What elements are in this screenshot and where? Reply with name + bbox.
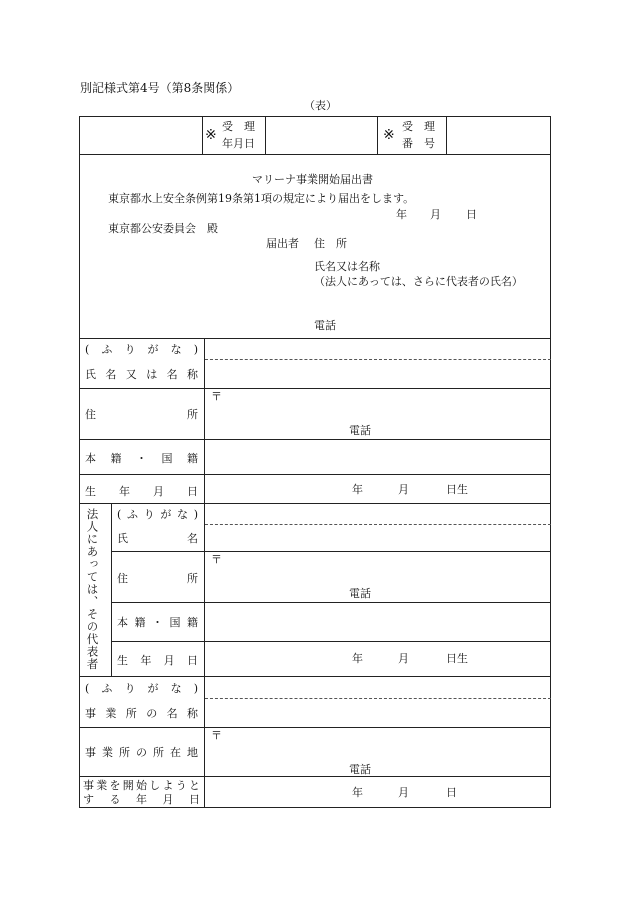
applicant-address-field[interactable] [225, 390, 550, 438]
applicant-name-label: 氏名又は名称 [85, 367, 198, 381]
office-furigana-label: ( ふ り が な ) [85, 681, 198, 695]
receipt-number-field[interactable] [448, 118, 549, 152]
rep-birth-year: 年 [352, 652, 363, 665]
representative-group-label: 法人にあっては、その代表者 [85, 508, 100, 671]
applicant-birth-label: 生年月日 [85, 484, 198, 498]
start-month: 月 [398, 786, 409, 799]
number-mark: ※ [383, 127, 395, 143]
start-label-line2: する年月日 [83, 792, 200, 806]
start-label-line1: 事業を開始しようと [83, 778, 200, 792]
applicant-birth-day: 日生 [446, 483, 468, 496]
office-location-label: 事業所の所在地 [85, 745, 198, 759]
notice-phone-label: 電話 [314, 319, 336, 332]
office-phone-label: 電話 [349, 763, 371, 776]
applicant-phone-label: 電話 [349, 424, 371, 437]
rep-birth-label: 生年月日 [117, 653, 198, 667]
addressee: 東京都公安委員会 殿 [108, 222, 218, 235]
rep-postal-mark: 〒 [211, 553, 222, 566]
statement: 東京都水上安全条例第19条第1項の規定により届出をします。 [108, 192, 415, 205]
rep-domicile-label: 本籍・国籍 [117, 615, 198, 629]
rep-name-label: 氏名 [117, 531, 198, 545]
applicant-birth-year: 年 [352, 483, 363, 496]
applicant-furigana-field[interactable] [206, 340, 550, 358]
rep-birth-month: 月 [398, 652, 409, 665]
number-label-2: 番 号 [402, 137, 435, 150]
applicant-name-field[interactable] [206, 361, 550, 387]
rep-birth-day: 日生 [446, 652, 468, 665]
receipt-label-2: 年月日 [222, 137, 255, 150]
notice-address-label: 住 所 [314, 237, 347, 250]
doc-title: マリーナ事業開始届出書 [252, 173, 373, 186]
office-postal-mark: 〒 [211, 729, 222, 742]
number-label-1: 受 理 [402, 120, 435, 133]
rep-domicile-field[interactable] [206, 604, 550, 640]
office-location-field[interactable] [225, 729, 550, 775]
applicant-domicile-label: 本籍・国籍 [85, 451, 198, 465]
office-name-label: 事業所の名称 [85, 706, 198, 720]
rep-furigana-field[interactable] [206, 505, 550, 523]
receipt-mark: ※ [205, 127, 217, 143]
start-day: 日 [446, 786, 457, 799]
rep-phone-label: 電話 [349, 587, 371, 600]
rep-furigana-label: (ふりがな) [117, 507, 198, 521]
date-year: 年 [396, 208, 407, 221]
applicant-domicile-field[interactable] [206, 441, 550, 473]
applicant-label: 届出者 [266, 237, 299, 250]
rep-note: （法人にあっては、さらに代表者の氏名） [314, 275, 523, 288]
date-day: 日 [466, 208, 477, 221]
applicant-postal-mark: 〒 [211, 390, 222, 403]
applicant-furigana-label: ( ふ り が な ) [85, 342, 198, 356]
receipt-label-1: 受 理 [222, 120, 255, 133]
date-month: 月 [430, 208, 441, 221]
notice-name-label: 氏名又は名称 [314, 260, 380, 273]
office-furigana-field[interactable] [206, 678, 550, 697]
receipt-date-field[interactable] [267, 118, 375, 152]
side-label: （表） [304, 99, 337, 112]
form-title: 別記様式第4号（第8条関係） [80, 81, 240, 95]
applicant-address-label: 住所 [85, 407, 198, 421]
rep-name-field[interactable] [206, 526, 550, 550]
rep-address-field[interactable] [225, 553, 550, 601]
start-year: 年 [352, 786, 363, 799]
applicant-birth-month: 月 [398, 483, 409, 496]
office-name-field[interactable] [206, 700, 550, 726]
rep-address-label: 住所 [117, 571, 198, 585]
